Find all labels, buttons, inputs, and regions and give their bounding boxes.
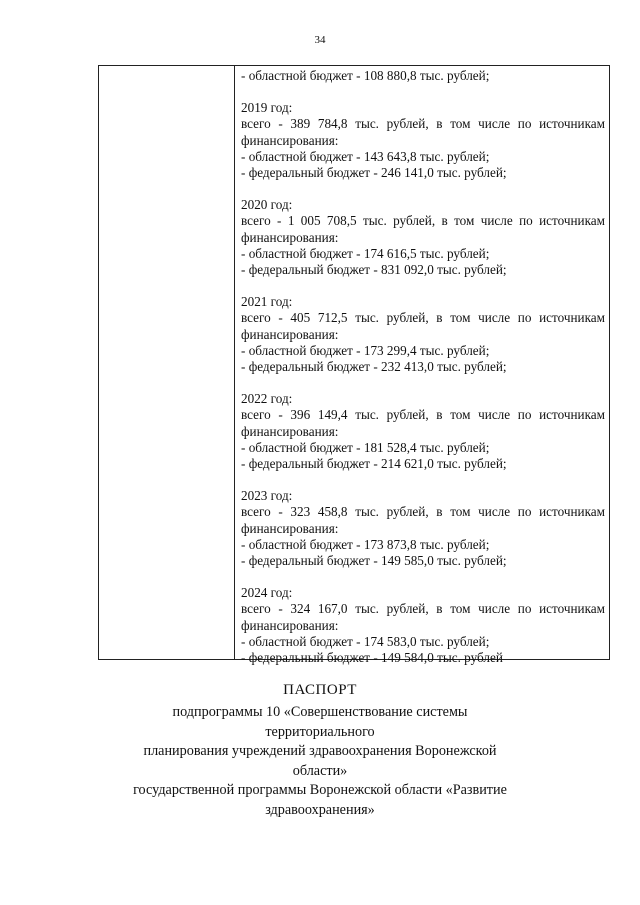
total-line: всего - 389 784,8 тыс. рублей, в том числе по источникам bbox=[241, 116, 605, 132]
regional-budget-line: - областной бюджет - 173 873,8 тыс. рублей; bbox=[241, 536, 490, 552]
passport-title: ПАСПОРТ bbox=[283, 682, 357, 698]
total-line: всего - 323 458,8 тыс. рублей, в том числе по источникам bbox=[241, 504, 605, 520]
year-heading: 2023 год: bbox=[241, 488, 293, 504]
financing-label: финансирования: bbox=[241, 520, 339, 536]
federal-budget-line: - федеральный бюджет - 246 141,0 тыс. рублей; bbox=[241, 165, 507, 181]
federal-budget-line: - федеральный бюджет - 232 413,0 тыс. рублей; bbox=[241, 359, 507, 375]
federal-budget-line: - федеральный бюджет - 831 092,0 тыс. рублей; bbox=[241, 262, 507, 278]
financing-label: финансирования: bbox=[241, 617, 339, 633]
year-block-2023 bbox=[241, 488, 605, 569]
year-block-2019 bbox=[241, 100, 605, 181]
total-line: всего - 405 712,5 тыс. рублей, в том числе по источникам bbox=[241, 310, 605, 326]
table-left-cell bbox=[99, 66, 235, 659]
regional-budget-line-2018: - областной бюджет - 108 880,8 тыс. рублей; bbox=[241, 68, 490, 83]
federal-budget-line: - федеральный бюджет - 214 621,0 тыс. рублей; bbox=[241, 456, 507, 472]
financing-table bbox=[98, 65, 610, 666]
total-line: всего - 324 167,0 тыс. рублей, в том числе по источникам bbox=[241, 601, 605, 617]
passport-subtitle bbox=[120, 703, 520, 820]
total-line: всего - 396 149,4 тыс. рублей, в том числе по источникам bbox=[241, 407, 605, 423]
year-block-2022 bbox=[241, 391, 605, 472]
regional-budget-line: - областной бюджет - 143 643,8 тыс. рублей; bbox=[241, 148, 490, 164]
year-heading: 2019 год: bbox=[241, 100, 293, 116]
financing-label: финансирования: bbox=[241, 423, 339, 439]
regional-budget-line: - областной бюджет - 173 299,4 тыс. рублей; bbox=[241, 342, 490, 358]
regional-budget-line: - областной бюджет - 181 528,4 тыс. рублей; bbox=[241, 439, 490, 455]
year-heading: 2020 год: bbox=[241, 197, 293, 213]
page-number: 34 bbox=[314, 34, 326, 46]
year-heading: 2021 год: bbox=[241, 294, 293, 310]
year-block-2024 bbox=[241, 585, 605, 666]
subtitle-line: планирования учреждений здравоохранения Воронежской области» bbox=[143, 743, 497, 779]
year-heading: 2024 год: bbox=[241, 585, 293, 601]
financing-label: финансирования: bbox=[241, 326, 339, 342]
regional-budget-line: - областной бюджет - 174 616,5 тыс. рублей; bbox=[241, 245, 490, 261]
table-right-cell bbox=[235, 66, 609, 666]
federal-budget-line: - федеральный бюджет - 149 585,0 тыс. рублей; bbox=[241, 553, 507, 569]
financing-label: финансирования: bbox=[241, 229, 339, 245]
federal-budget-line: - федеральный бюджет - 149 584,0 тыс. рублей bbox=[241, 650, 503, 666]
regional-budget-line: - областной бюджет - 174 583,0 тыс. рублей; bbox=[241, 633, 490, 649]
total-line: всего - 1 005 708,5 тыс. рублей, в том числе по источникам bbox=[241, 213, 605, 229]
year-block-2021 bbox=[241, 294, 605, 375]
subtitle-line: государственной программы Воронежской области «Развитие bbox=[133, 782, 507, 798]
subtitle-line: здравоохранения» bbox=[265, 801, 375, 818]
year-block-2020 bbox=[241, 197, 605, 278]
year-heading: 2022 год: bbox=[241, 391, 293, 407]
subtitle-line: подпрограммы 10 «Совершенствование системы территориального bbox=[172, 704, 468, 740]
financing-label: финансирования: bbox=[241, 132, 339, 148]
